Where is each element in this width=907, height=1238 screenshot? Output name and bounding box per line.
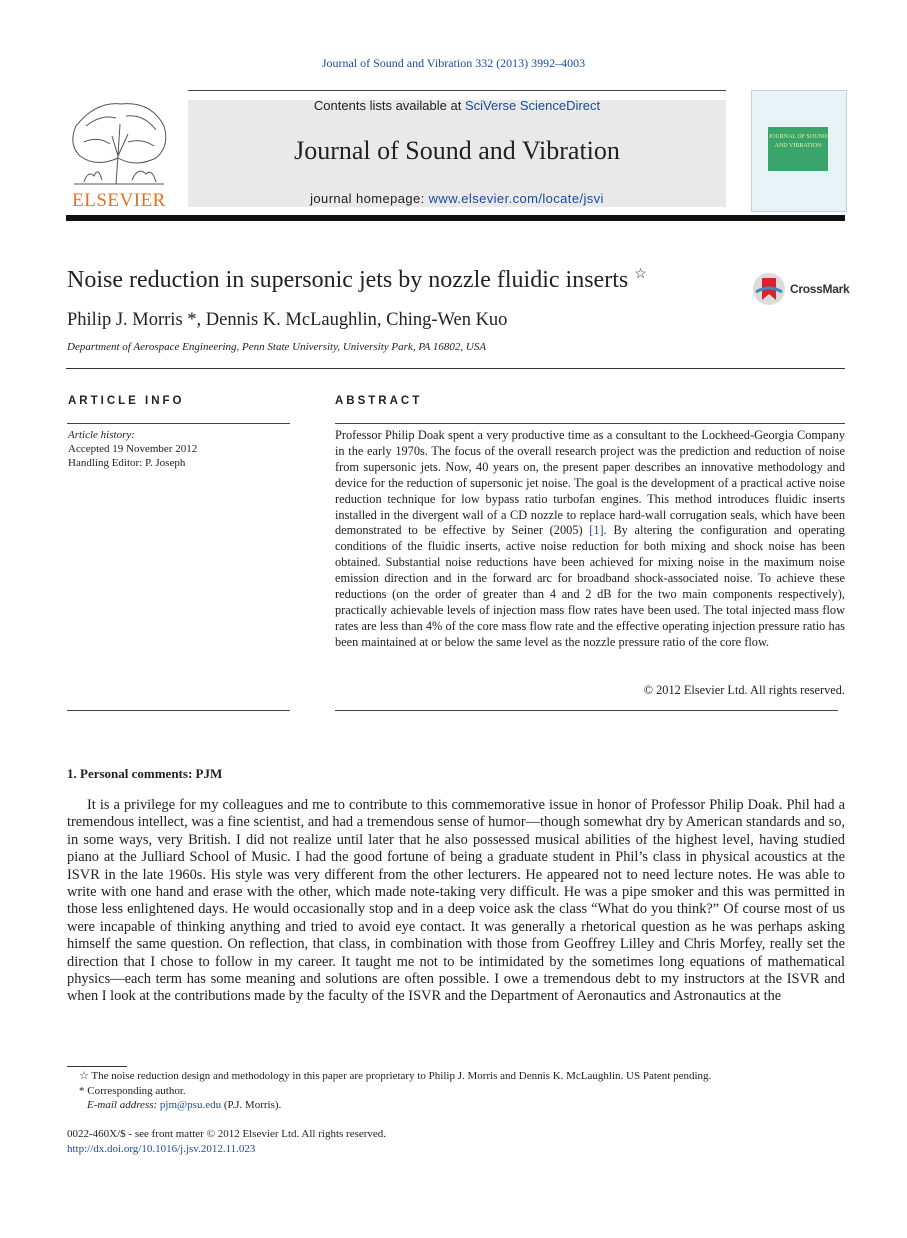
- elsevier-wordmark: ELSEVIER: [72, 190, 166, 211]
- issn-block: [67, 1127, 386, 1156]
- doi-link[interactable]: http://dx.doi.org/10.1016/j.jsv.2012.11.023: [67, 1142, 256, 1155]
- footnotes: [67, 1069, 845, 1113]
- handling-editor: Handling Editor: P. Joseph: [68, 457, 186, 469]
- article-title-text: Noise reduction in supersonic jets by nozzle fluidic inserts: [67, 267, 629, 293]
- abstract-rule: [335, 423, 845, 424]
- crossmark-label: CrossMark: [790, 282, 850, 296]
- cover-panel: [768, 127, 828, 171]
- abstract-heading: ABSTRACT: [335, 395, 423, 407]
- journal-title: Journal of Sound and Vibration: [294, 136, 620, 165]
- article-info-bottom-rule: [67, 710, 290, 711]
- corresponding-author-note: * Corresponding author.: [79, 1084, 186, 1097]
- contents-line: [188, 98, 726, 113]
- sciencedirect-link[interactable]: SciVerse ScienceDirect: [464, 98, 601, 113]
- contents-prefix: Contents lists available at: [313, 98, 465, 113]
- body-paragraph: It is a privilege for my colleagues and me to contribute to this commemorative issue in honor of Professor Philip Doak. Phil had a tremendous intellect, was a fine scientist, and had a tremendous sense of humor—though somewhat dry by American standards and so, in some ways, very British. I did not realize until later that he also possessed musical abilities of the highest level, having studied piano at the Julliard School of Music. I had the good fortune of being a graduate student in Phil’s class in physical acoustics at the ISVR in the late 1960s. His style was very different from the other lecturers. He appeared not to need lecture notes. He was able to write with one hand and erase with the other, which made note-taking very difficult. He was a pipe smoker and this was permitted in those less enlightened days. He would occasionally stop and in a deep voice ask the class “What do you think?” Of course most of us were incapable of thinking anything and tried to avoid eye contact. It was generally a rhetorical question as he was perhaps asking himself the same question. On reflection, that class, in combination with those from Geoffrey Lilley and Chris Morfey, really set the direction that I chose to follow in my career. It taught me not to be intimidated by the sometimes long equations of mathematical physics—each term has some meaning and solutions are often possible. I owe a tremendous debt to my instructors at the ISVR and when I look at the contributions made by the faculty of the ISVR and the Department of Aeronautics and Astronautics at the: [67, 797, 845, 1005]
- article-history-label: Article history:: [68, 429, 135, 441]
- crossmark-badge[interactable]: [752, 272, 850, 306]
- accepted-date: Accepted 19 November 2012: [68, 443, 198, 455]
- abstract-body: [335, 428, 845, 651]
- article-info-rule: [67, 423, 290, 424]
- footnote-rule: [67, 1066, 127, 1067]
- header-thick-rule: [66, 215, 845, 221]
- homepage-prefix: journal homepage:: [310, 191, 429, 206]
- email-label: E-mail address:: [87, 1099, 160, 1111]
- section-heading: 1. Personal comments: PJM: [67, 766, 223, 781]
- journal-citation[interactable]: Journal of Sound and Vibration 332 (2013) 3992–4003: [321, 56, 586, 70]
- abstract-bottom-rule: [335, 710, 838, 711]
- email-link[interactable]: pjm@psu.edu: [159, 1099, 222, 1111]
- abstract-text-part-2: . By altering the configuration and operating conditions of the fluidic inserts, active noise reduction for both mixing and shock noise has been obtained. Substantial noise reductions have been achieved for mixing noise in the maximum noise emission direction and in the forward arc for broadband shock-associated noise. To achieve these reductions (on the order of greater than 4 and 2 dB for the two main components respectively), practically achievable levels of injection mass flow rates have been used. The total injected mass flow rates are less than 4% of the core mass flow rate and the effective operating injection pressure ratio has been maintained at or below the same level as the nozzle pressure ratio of the core flow.: [335, 523, 845, 649]
- title-footnote-mark[interactable]: ☆: [634, 267, 647, 282]
- abstract-copyright: © 2012 Elsevier Ltd. All rights reserved.: [643, 683, 845, 697]
- abstract-text-part-1: Professor Philip Doak spent a very productive time as a consultant to the Lockheed-Georgia Company in the early 1970s. The focus of the overall research project was the prediction and reduction of noise from supersonic jets. Now, 40 years on, the present paper describes an innovative methodology and device for the reduction of supersonic jet noise. The goal is the development of a practical active noise reduction technique for low bypass ratio turbofan engines. This method introduces fluidic inserts installed in the divergent wall of a CD nozzle to replace hard-wall corrugation seals, which have been demonstrated to be effective by Seiner (2005): [335, 428, 845, 538]
- article-info-heading: ARTICLE INFO: [68, 395, 185, 407]
- email-suffix: (P.J. Morris).: [221, 1099, 282, 1111]
- article-title: [67, 266, 647, 294]
- homepage-link[interactable]: www.elsevier.com/locate/jsvi: [428, 191, 604, 206]
- reference-link[interactable]: [1]: [589, 523, 604, 538]
- cover-title: JOURNAL OF SOUND AND VIBRATION: [768, 134, 828, 149]
- crossmark-icon: [752, 272, 788, 306]
- title-block-rule: [66, 368, 845, 369]
- author-list: Philip J. Morris *, Dennis K. McLaughlin, Ching-Wen Kuo: [67, 310, 508, 330]
- issn-line: 0022-460X/$ - see front matter © 2012 Elsevier Ltd. All rights reserved.: [67, 1128, 387, 1140]
- homepage-line: [188, 191, 726, 206]
- journal-cover-thumbnail[interactable]: [751, 90, 847, 212]
- title-footnote: ☆ The noise reduction design and methodology in this paper are proprietary to Philip J. Morris and Dennis K. McLaughlin. US Patent pending.: [79, 1070, 712, 1082]
- header-top-rule: [188, 90, 726, 91]
- affiliation: Department of Aerospace Engineering, Penn State University, University Park, PA 16802, USA: [67, 341, 487, 353]
- email-note: [67, 1098, 845, 1113]
- section-body: [67, 797, 845, 1006]
